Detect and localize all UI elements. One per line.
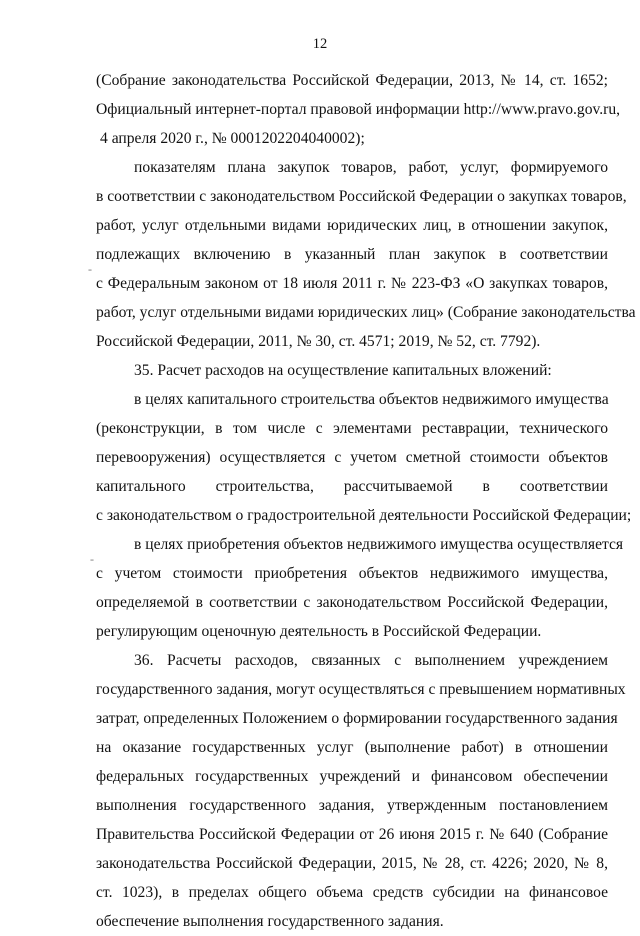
text-line: перевооружения) осуществляется с учетом сметной стоимости объектов	[96, 449, 608, 466]
scan-artifact-mark: -	[90, 552, 94, 566]
text-line: подлежащих включению в указанный план закупок в соответствии	[96, 246, 608, 263]
text-line: с законодательством о градостроительной деятельности Российской Федерации;	[96, 507, 632, 524]
text-line: 4 апреля 2020 г., № 0001202204040002);	[100, 130, 365, 147]
text-line: показателям плана закупок товаров, работ, услуг, формируемого	[134, 159, 608, 176]
text-line: работ, услуг отдельными видами юридических лиц, в отношении закупок,	[96, 217, 608, 234]
text-line: (реконструкции, в том числе с элементами реставрации, технического	[96, 420, 608, 437]
scan-artifact-mark: -	[88, 262, 92, 276]
paragraph-item-35	[96, 356, 608, 385]
text-line: регулирующим оценочную деятельность в Российской Федерации.	[96, 623, 542, 640]
text-line: Официальный интернет-портал правовой информации http://www.pravo.gov.ru,	[96, 101, 621, 118]
text-line: обеспечение выполнения государственного задания.	[96, 913, 444, 930]
text-line: (Собрание законодательства Российской Федерации, 2013, № 14, ст. 1652;	[96, 72, 608, 89]
text-line: ст. 1023), в пределах общего объема средств субсидии на финансовое	[96, 884, 608, 901]
text-line: федеральных государственных учреждений и финансовом обеспечении	[96, 768, 608, 785]
text-line: работ, услуг отдельными видами юридических лиц» (Собрание законодательства	[96, 304, 636, 321]
paragraph-capital-construction	[96, 385, 632, 530]
text-line: капитального строительства, рассчитываемой в соответствии	[96, 478, 608, 495]
page-number: 12	[312, 36, 328, 52]
text-line: затрат, определенных Положением о формировании государственного задания	[96, 710, 618, 727]
text-line: с учетом стоимости приобретения объектов недвижимого имущества,	[96, 565, 608, 582]
paragraph-property-acquisition	[96, 530, 624, 646]
document-body	[96, 66, 636, 936]
text-line: законодательства Российской Федерации, 2015, № 28, ст. 4226; 2020, № 8,	[96, 855, 608, 872]
text-line: 35. Расчет расходов на осуществление капитальных вложений:	[134, 362, 552, 379]
paragraph-procurement-plan	[96, 153, 636, 356]
paragraph-citation-continuation	[96, 66, 621, 153]
text-line: на оказание государственных услуг (выполнение работ) в отношении	[96, 739, 608, 756]
text-line: Российской Федерации, 2011, № 30, ст. 4571; 2019, № 52, ст. 7792).	[96, 333, 541, 350]
text-line: в целях приобретения объектов недвижимого имущества осуществляется	[134, 536, 624, 553]
text-line: в целях капитального строительства объектов недвижимого имущества	[134, 391, 609, 408]
text-line: определяемой в соответствии с законодательством Российской Федерации,	[96, 594, 608, 611]
text-line: Правительства Российской Федерации от 26 июня 2015 г. № 640 (Собрание	[96, 826, 608, 843]
text-line: с Федеральным законом от 18 июля 2011 г. № 223-ФЗ «О закупках товаров,	[96, 275, 608, 292]
text-line: выполнения государственного задания, утвержденным постановлением	[96, 797, 608, 814]
text-line: 36. Расчеты расходов, связанных с выполнением учреждением	[134, 652, 608, 669]
paragraph-item-36	[96, 646, 626, 936]
text-line: государственного задания, могут осуществляться с превышением нормативных	[96, 681, 626, 698]
text-line: в соответствии с законодательством Российской Федерации о закупках товаров,	[96, 188, 627, 205]
